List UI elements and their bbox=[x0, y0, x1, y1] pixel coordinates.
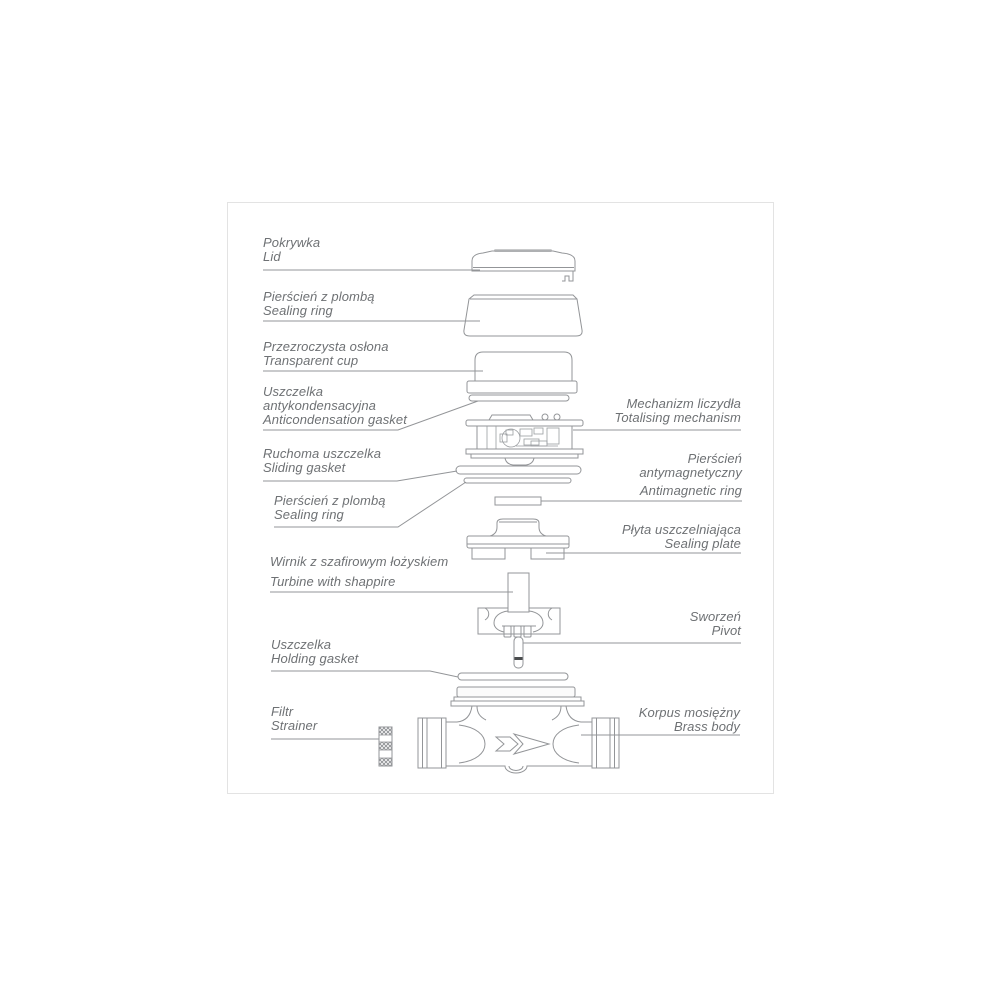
label-line: Mechanizm liczydła bbox=[626, 396, 741, 411]
label-line: Płyta uszczelniająca bbox=[621, 522, 741, 537]
label-sealing-plate bbox=[622, 523, 741, 551]
label-line: Ruchoma uszczelka bbox=[263, 446, 382, 461]
label-line: Holding gasket bbox=[271, 651, 359, 666]
label-line: Filtr bbox=[271, 704, 294, 719]
label-line: Sealing ring bbox=[263, 303, 333, 318]
label-anticondensation-gasket bbox=[263, 385, 407, 427]
label-line: Brass body bbox=[673, 719, 740, 734]
label-holding-gasket bbox=[271, 638, 358, 666]
label-line: Przezroczysta osłona bbox=[263, 339, 389, 354]
label-line: Korpus mosiężny bbox=[638, 705, 740, 720]
label-line: Pierścień bbox=[687, 451, 742, 466]
label-line: Uszczelka bbox=[263, 384, 324, 399]
sliding-gasket-drawing bbox=[456, 466, 581, 474]
label-line: Uszczelka bbox=[271, 637, 332, 652]
label-line: Wirnik z szafirowym łożyskiem bbox=[270, 554, 449, 569]
label-transparent-cup bbox=[263, 340, 389, 368]
label-line: Pierścień z plombą bbox=[274, 493, 386, 508]
label-line: Sealing plate bbox=[664, 536, 741, 551]
label-line: Pokrywka bbox=[263, 235, 321, 250]
label-sliding-gasket bbox=[263, 447, 381, 475]
totalising-mechanism-drawing bbox=[466, 414, 583, 465]
label-line: Totalising mechanism bbox=[614, 410, 741, 425]
label-lid bbox=[263, 236, 320, 264]
label-line: Pierścień z plombą bbox=[263, 289, 375, 304]
anticondensation-gasket-drawing bbox=[469, 395, 569, 401]
label-line: Anticondensation gasket bbox=[263, 412, 407, 427]
holding-gasket-drawing bbox=[458, 673, 568, 680]
label-brass-body bbox=[639, 706, 740, 734]
label-line: Pivot bbox=[711, 623, 741, 638]
label-turbine bbox=[270, 555, 448, 589]
label-line: Transparent cup bbox=[263, 353, 359, 368]
brass-body-drawing bbox=[418, 687, 619, 773]
label-line: Strainer bbox=[271, 718, 318, 733]
strainer-drawing bbox=[379, 727, 392, 766]
pivot-drawing bbox=[514, 637, 523, 668]
label-sealing-ring-middle bbox=[274, 494, 386, 522]
label-line: Sliding gasket bbox=[263, 460, 346, 475]
label-line: Lid bbox=[263, 249, 281, 264]
label-line: Turbine with shappire bbox=[270, 574, 396, 589]
sealing-ring-top-drawing bbox=[464, 295, 582, 336]
logo-chevron-right bbox=[514, 734, 549, 754]
label-line: Sealing ring bbox=[274, 507, 344, 522]
sealing-ring-middle-drawing bbox=[464, 478, 571, 483]
label-antimagnetic-ring bbox=[639, 452, 742, 498]
logo-chevron-left bbox=[496, 737, 518, 751]
label-line: antykondensacyjna bbox=[263, 398, 376, 413]
label-line: Sworzeń bbox=[689, 609, 741, 624]
lid-drawing bbox=[472, 249, 575, 281]
label-pivot bbox=[690, 610, 741, 638]
label-totalising-mechanism bbox=[614, 397, 741, 425]
antimagnetic-ring-drawing bbox=[495, 497, 541, 505]
label-line: Antimagnetic ring bbox=[639, 483, 742, 498]
turbine-drawing bbox=[478, 573, 560, 637]
label-sealing-ring-top bbox=[263, 290, 375, 318]
label-strainer bbox=[271, 705, 317, 733]
label-line: antymagnetyczny bbox=[639, 465, 742, 480]
transparent-cup-drawing bbox=[467, 352, 577, 393]
